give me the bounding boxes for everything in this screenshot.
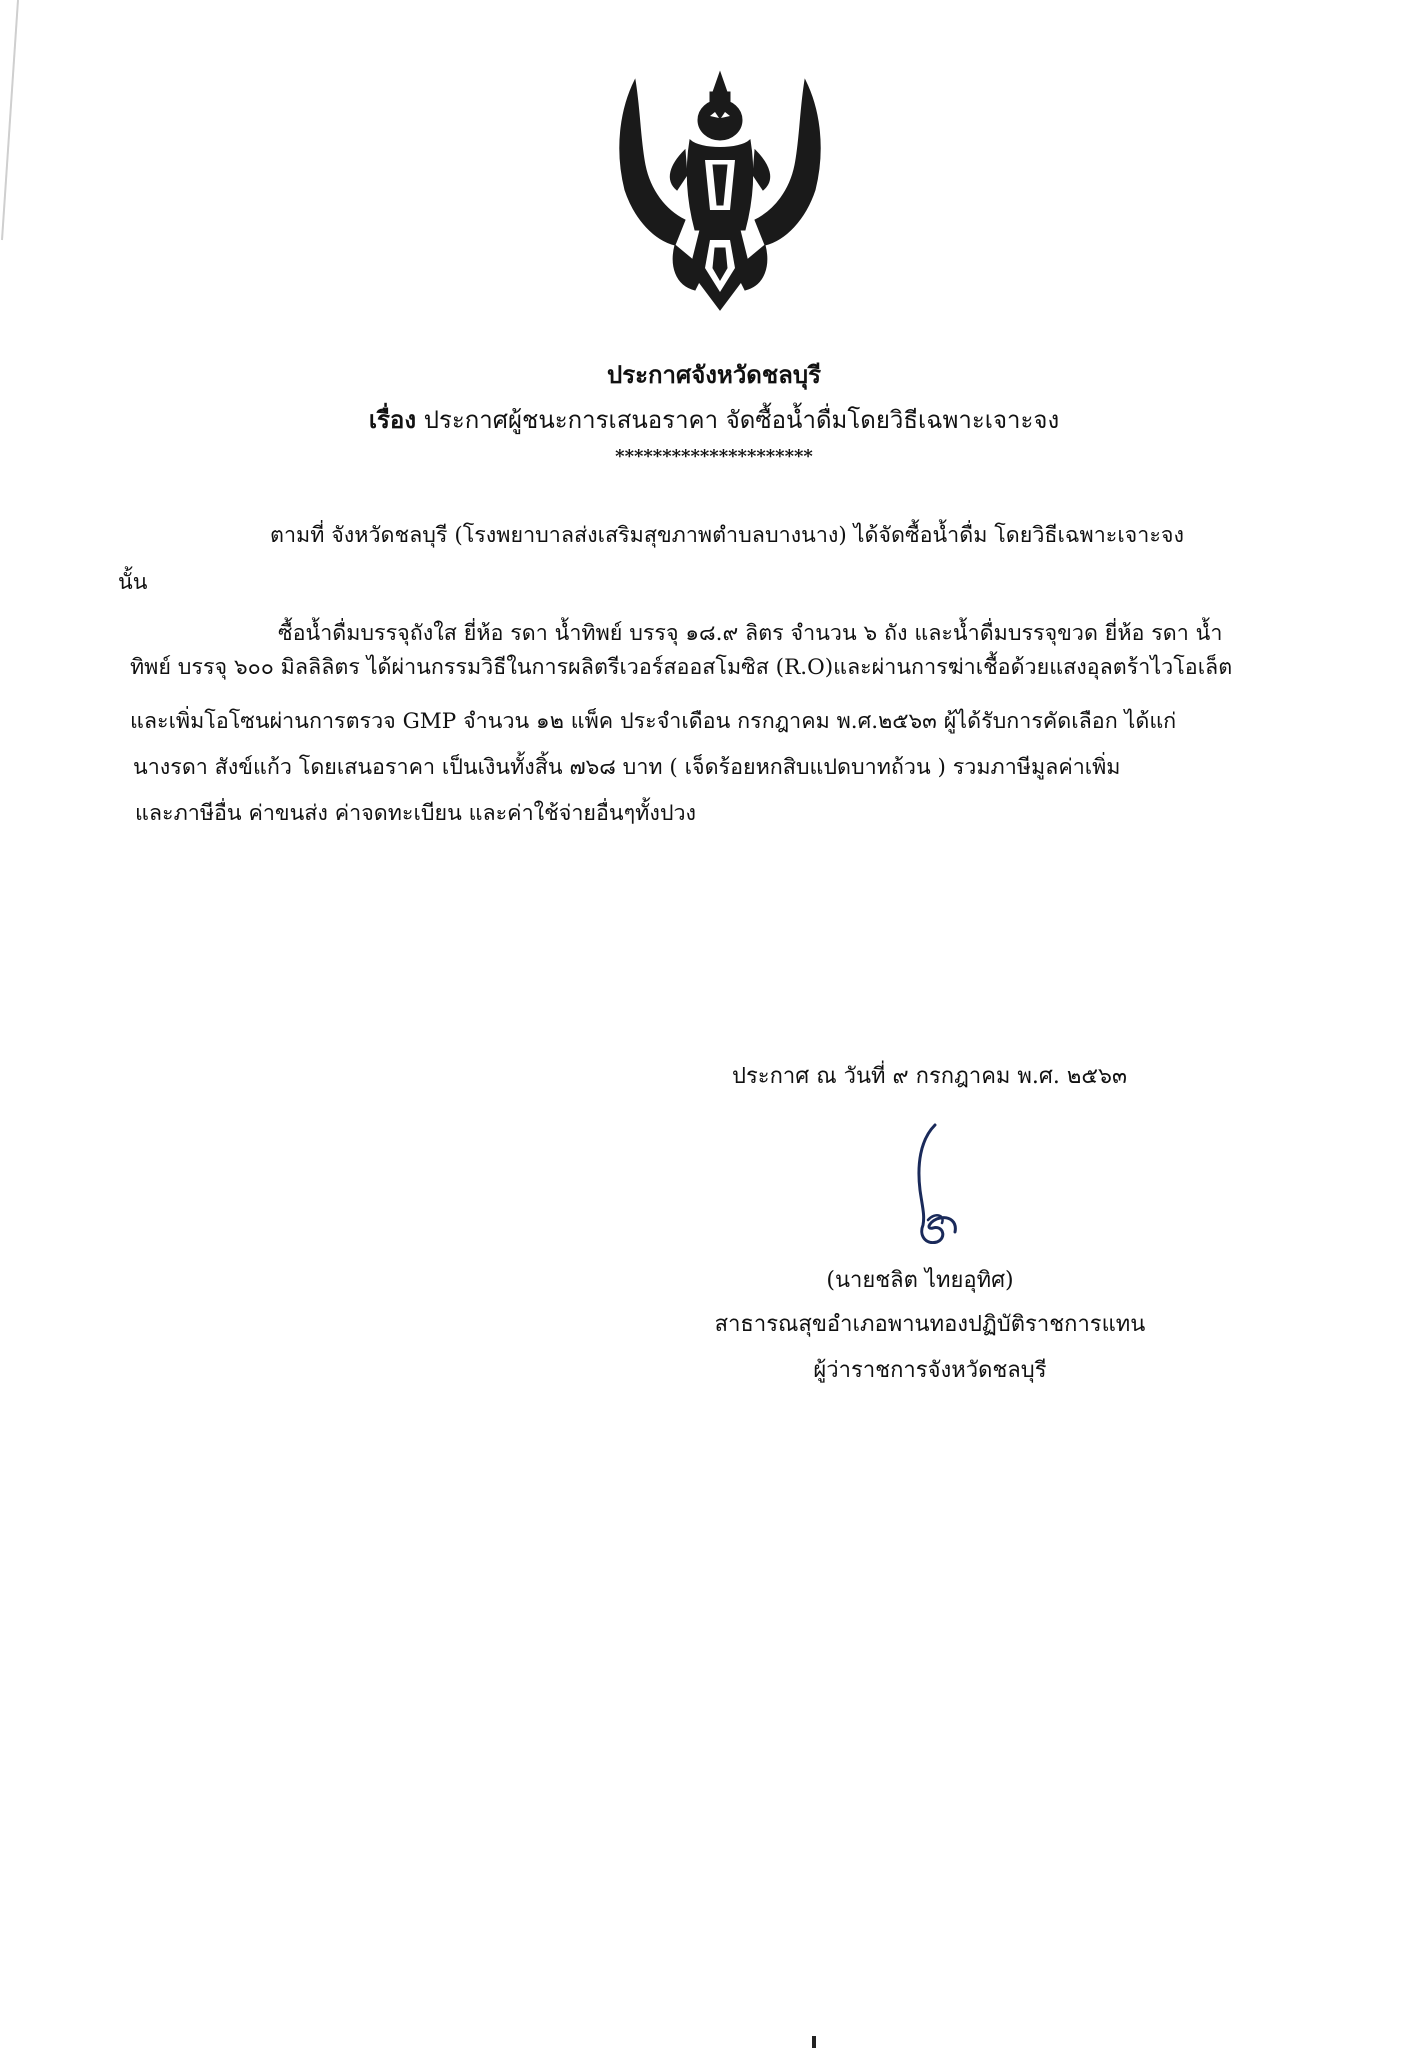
signer-position-1: สาธารณสุขอำเภอพานทองปฏิบัติราชการแทน (714, 1312, 1146, 1337)
paragraph2-line1: ซื้อน้ำดื่มบรรจุถังใส ยี่ห้อ รดา น้ำทิพย์ บรรจุ ๑๘.๙ ลิตร จำนวน ๖ ถัง และน้ำดื่มบรรจุขวด ยี่ห้อ รดา น้ำ (278, 621, 1223, 646)
announcement-date: ประกาศ ณ วันที่ ๙ กรกฎาคม พ.ศ. ๒๕๖๓ (732, 1064, 1128, 1089)
paragraph2-line5: และภาษีอื่น ค่าขนส่ง ค่าจดทะเบียน และค่าใช้จ่ายอื่นๆทั้งปวง (135, 801, 697, 826)
signer-name: (นายชลิต ไทยอุทิศ) (826, 1268, 1014, 1293)
paragraph1-line1: ตามที่ จังหวัดชลบุรี (โรงพยาบาลส่งเสริมสุขภาพตำบลบางนาง) ได้จัดซื้อน้ำดื่ม โดยวิธีเฉพาะเจาะจง (270, 523, 1184, 548)
separator-stars: ********************* (615, 446, 813, 467)
document-title: ประกาศจังหวัดชลบุรี (606, 360, 822, 389)
paragraph2-line2: ทิพย์ บรรจุ ๖๐๐ มิลลิลิตร ได้ผ่านกรรมวิธีในการผลิตรีเวอร์สออสโมซิส (R.O)และผ่านการฆ่าเชื้อด้วยแสงอุลตร้าไวโอเล็ต (130, 655, 1233, 680)
subject-text: ประกาศผู้ชนะการเสนอราคา จัดซื้อน้ำดื่มโดยวิธีเฉพาะเจาะจง (423, 406, 1060, 434)
handwritten-signature (895, 1120, 975, 1250)
paragraph2-line4: นางรดา สังข์แก้ว โดยเสนอราคา เป็นเงินทั้งสิ้น ๗๖๘ บาท ( เจ็ดร้อยหกสิบแปดบาทถ้วน ) รวมภาษีมูลค่าเพิ่ม (133, 755, 1121, 780)
subject-lead: เรื่อง (368, 405, 417, 434)
page-bottom-mark (812, 2036, 816, 2048)
document-subject (0, 400, 1428, 439)
signer-position-2: ผู้ว่าราชการจังหวัดชลบุรี (813, 1358, 1047, 1383)
paragraph1-line2: นั้น (118, 570, 148, 595)
paragraph2-line3: และเพิ่มโอโซนผ่านการตรวจ GMP จำนวน ๑๒ แพ็ค ประจำเดือน กรกฎาคม พ.ศ.๒๕๖๓ ผู้ได้รับการคัดเลือก ได้แก่ (130, 709, 1177, 734)
garuda-emblem-icon (615, 70, 825, 315)
